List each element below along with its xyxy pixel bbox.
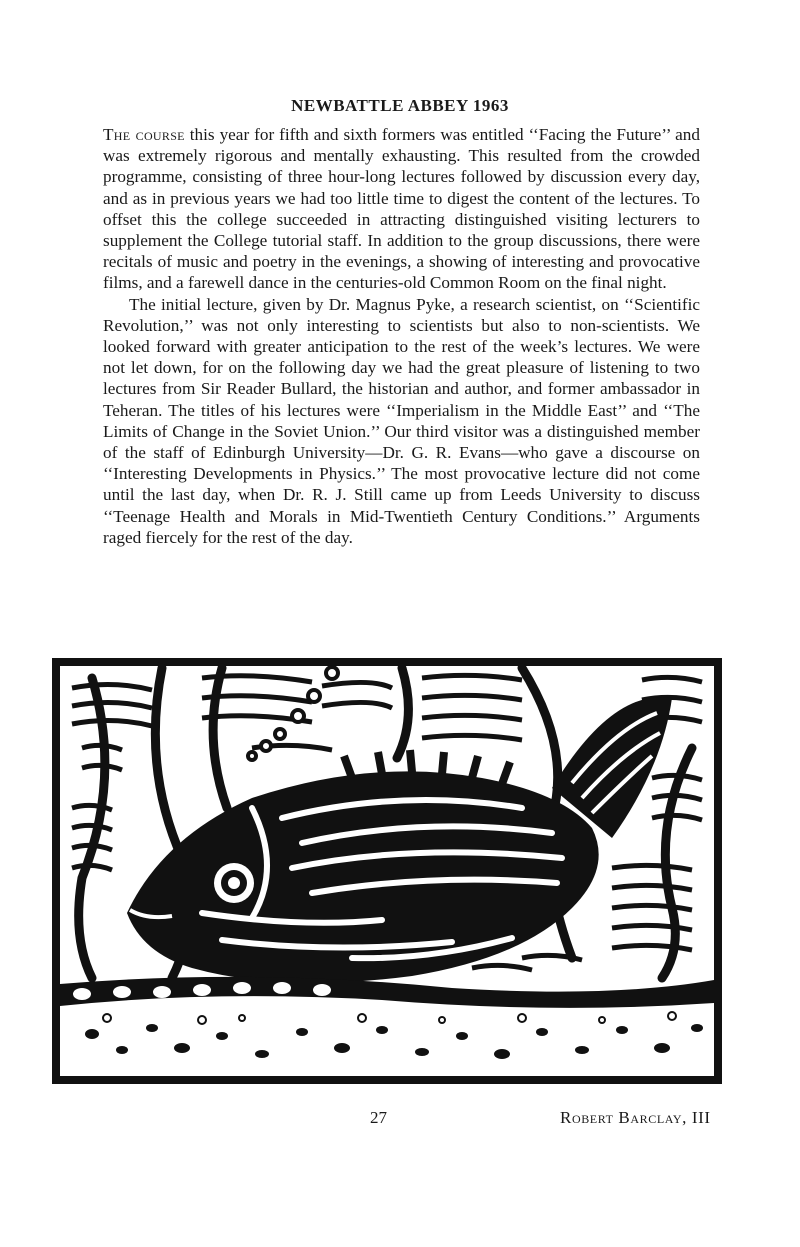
fish-linocut-illustration	[52, 658, 722, 1084]
fish-illustration-svg	[52, 658, 722, 1084]
fish-eye-pupil	[228, 877, 240, 889]
paragraph-lead-in: The course	[103, 125, 185, 144]
article-title: NEWBATTLE ABBEY 1963	[291, 96, 509, 115]
paragraph-1-text: this year for fifth and sixth formers was entitled ‘‘Facing the Future’’ and was extremely rigorous and mentally exhausting. This resulted from the crowded programme, consisting of three hour-long lectures followed by discussion every day, and as in previous years we had too little time to digest the content of the lectures. To offset this the college succeeded in attracting distinguished visiting lecturers to supplement the College tutorial staff. In addition to the group discussions, there were recitals of music and poetry in the evenings, a showing of interesting and provocative films, and a farewell dance in the centuries-old Common Room on the final night.	[103, 125, 700, 293]
paragraph-2: The initial lecture, given by Dr. Magnus Pyke, a research scientist, on ‘‘Scientific Revolution,’’ was not only interesting to scientists but also to non-scientists. We looked forward with greater anticipation to the rest of the week’s lectures. We were not let down, for on the following day we had the great pleasure of listening to two lectures from Sir Reader Bullard, the historian and author, and former ambassador in Teheran. The titles of his lectures were ‘‘Imperialism in the Middle East’’ and ‘‘The Limits of Change in the Soviet Union.’’ Our third visitor was a distinguished member of the staff of Edinburgh University—Dr. G. R. Evans—who gave a discourse on ‘‘Interesting Developments in Physics.’’ The most provocative lecture did not come until the last day, when Dr. R. J. Still came up from Leeds University to discuss ‘‘Teenage Health and Morals in Mid-Twentieth Century Conditions.’’ Arguments raged fiercely for the rest of the day.	[103, 294, 700, 547]
paragraph-1	[103, 124, 700, 294]
page-number: 27	[370, 1108, 387, 1127]
illustration-credit: Robert Barclay, III	[560, 1108, 711, 1127]
article-body	[103, 124, 700, 548]
